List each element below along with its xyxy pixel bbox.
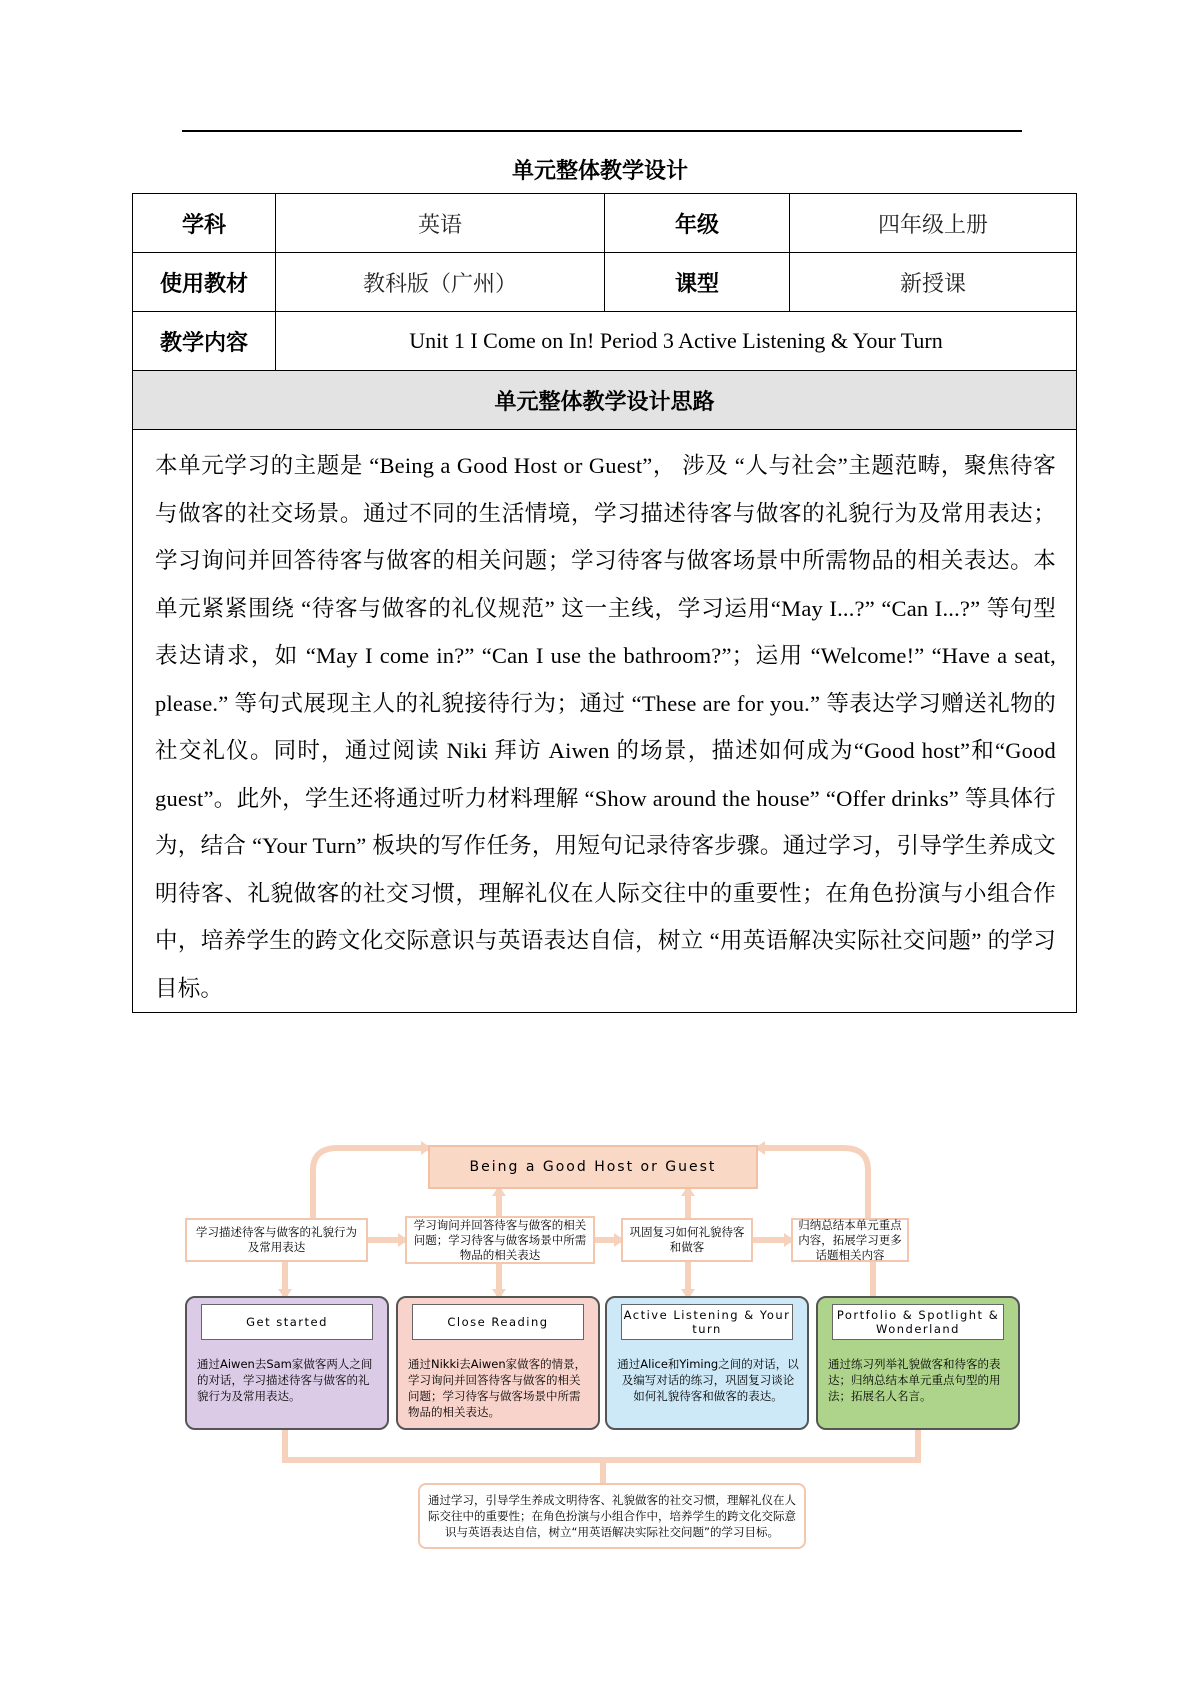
lesson-info-table — [132, 193, 1077, 1539]
card-title: Close Reading — [412, 1304, 584, 1340]
lesson-type-label: 课型 — [605, 253, 790, 312]
content-value: Unit 1 I Come on In! Period 3 Active Listening & Your Turn — [276, 312, 1077, 371]
subject-value: 英语 — [276, 194, 605, 253]
diagram-step-4: 归纳总结本单元重点内容，拓展学习更多话题相关内容 — [791, 1218, 909, 1262]
card-title: Get started — [201, 1304, 373, 1340]
table-row — [133, 371, 1077, 430]
card-text: 通过Aiwen去Sam家做客两人之间的对话，学习描述待客与做客的礼貌行为及常用表达。 — [197, 1357, 373, 1403]
diagram-step-3: 巩固复习如何礼貌待客和做客 — [621, 1218, 753, 1262]
table-row — [133, 430, 1077, 1013]
diagram-theme-box: Being a Good Host or Guest — [428, 1145, 758, 1189]
table-row — [133, 253, 1077, 312]
connector-left-loop — [313, 1148, 428, 1218]
table-row — [133, 312, 1077, 371]
card-text: 通过Alice和Yiming之间的对话，以及编写对话的练习，巩固复习谈论如何礼貌待客和做客的表达。 — [617, 1357, 799, 1403]
diagram-card-portfolio — [816, 1296, 1020, 1430]
header-rule — [182, 130, 1022, 132]
grade-label: 年级 — [605, 194, 790, 253]
diagram-card-get-started — [185, 1296, 389, 1430]
connector-right-loop — [758, 1148, 868, 1218]
lesson-type-value: 新授课 — [790, 253, 1077, 312]
document-title: 单元整体教学设计 — [511, 159, 688, 184]
card-title: Active Listening & Your turn — [621, 1304, 793, 1340]
diagram-step-1: 学习描述待客与做客的礼貌行为及常用表达 — [185, 1218, 368, 1262]
design-body-cell — [133, 430, 1077, 1539]
subject-label: 学科 — [133, 194, 276, 253]
card-text: 通过Nikki去Aiwen家做客的情景，学习询问并回答待客与做客的相关问题；学习待客与做客场景中所需物品的相关表达。 — [408, 1357, 587, 1419]
textbook-label: 使用教材 — [133, 253, 276, 312]
connector-bottom-bracket — [285, 1430, 918, 1460]
textbook-value: 教科版（广州） — [276, 253, 605, 312]
design-paragraph: 本单元学习的主题是 “Being a Good Host or Guest”， 涉及 “人与社会”主题范畴，聚焦待客与做客的社交场景。通过不同的生活情境，学习描述待客与做客的礼貌行为及常用表达；学习询问并回答待客与做客的相关问题；学习待客与做客场景中所需物品的相关表达。本单元紧紧围绕 “待客与做客的礼仪规范” 这一主线，学习运用“May I...?” “Can I...?” 等句型表达请求，如 “May I come in?” “Can I use the bathroom?”；运用 “Welcome!” “Have a seat, please.” 等句式展现主人的礼貌接待行为；通过 “These are for you.” 等表达学习赠送礼物的社交礼仪。同时，通过阅读 Niki 拜访 Aiwen 的场景，描述如何成为“Good host”和“Good guest”。此外，学生还将通过听力材料理解 “Show around the house” “Offer drinks” 等具体行为，结合 “Your Turn” 板块的写作任务，用短句记录待客步骤。通过学习，引导学生养成文明待客、礼貌做客的社交习惯，理解礼仪在人际交往中的重要性；在角色扮演与小组合作中，培养学生的跨文化交际意识与英语表达自信，树立 “用英语解决实际社交问题” 的学习目标。 — [155, 453, 1057, 1001]
grade-value: 四年级上册 — [790, 194, 1077, 253]
table-row — [133, 194, 1077, 253]
section-heading: 单元整体教学设计思路 — [133, 371, 1077, 430]
diagram-card-close-reading — [396, 1296, 600, 1430]
diagram-card-active-listening — [605, 1296, 809, 1430]
card-text: 通过练习列举礼貌做客和待客的表达；归纳总结本单元重点句型的用法；拓展名人名言。 — [828, 1357, 1001, 1403]
content-label: 教学内容 — [133, 312, 276, 371]
diagram-step-2: 学习询问并回答待客与做客的相关问题；学习待客与做客场景中所需物品的相关表达 — [405, 1216, 595, 1264]
flow-diagram — [133, 430, 1077, 1600]
card-title: Portfolio & Spotlight & Wonderland — [832, 1304, 1004, 1340]
diagram-goal-box: 通过学习，引导学生养成文明待客、礼貌做客的社交习惯，理解礼仪在人际交往中的重要性；在角色扮演与小组合作中，培养学生的跨文化交际意识与英语表达自信，树立“用英语解决实际社交问题”的学习目标。 — [418, 1483, 806, 1549]
